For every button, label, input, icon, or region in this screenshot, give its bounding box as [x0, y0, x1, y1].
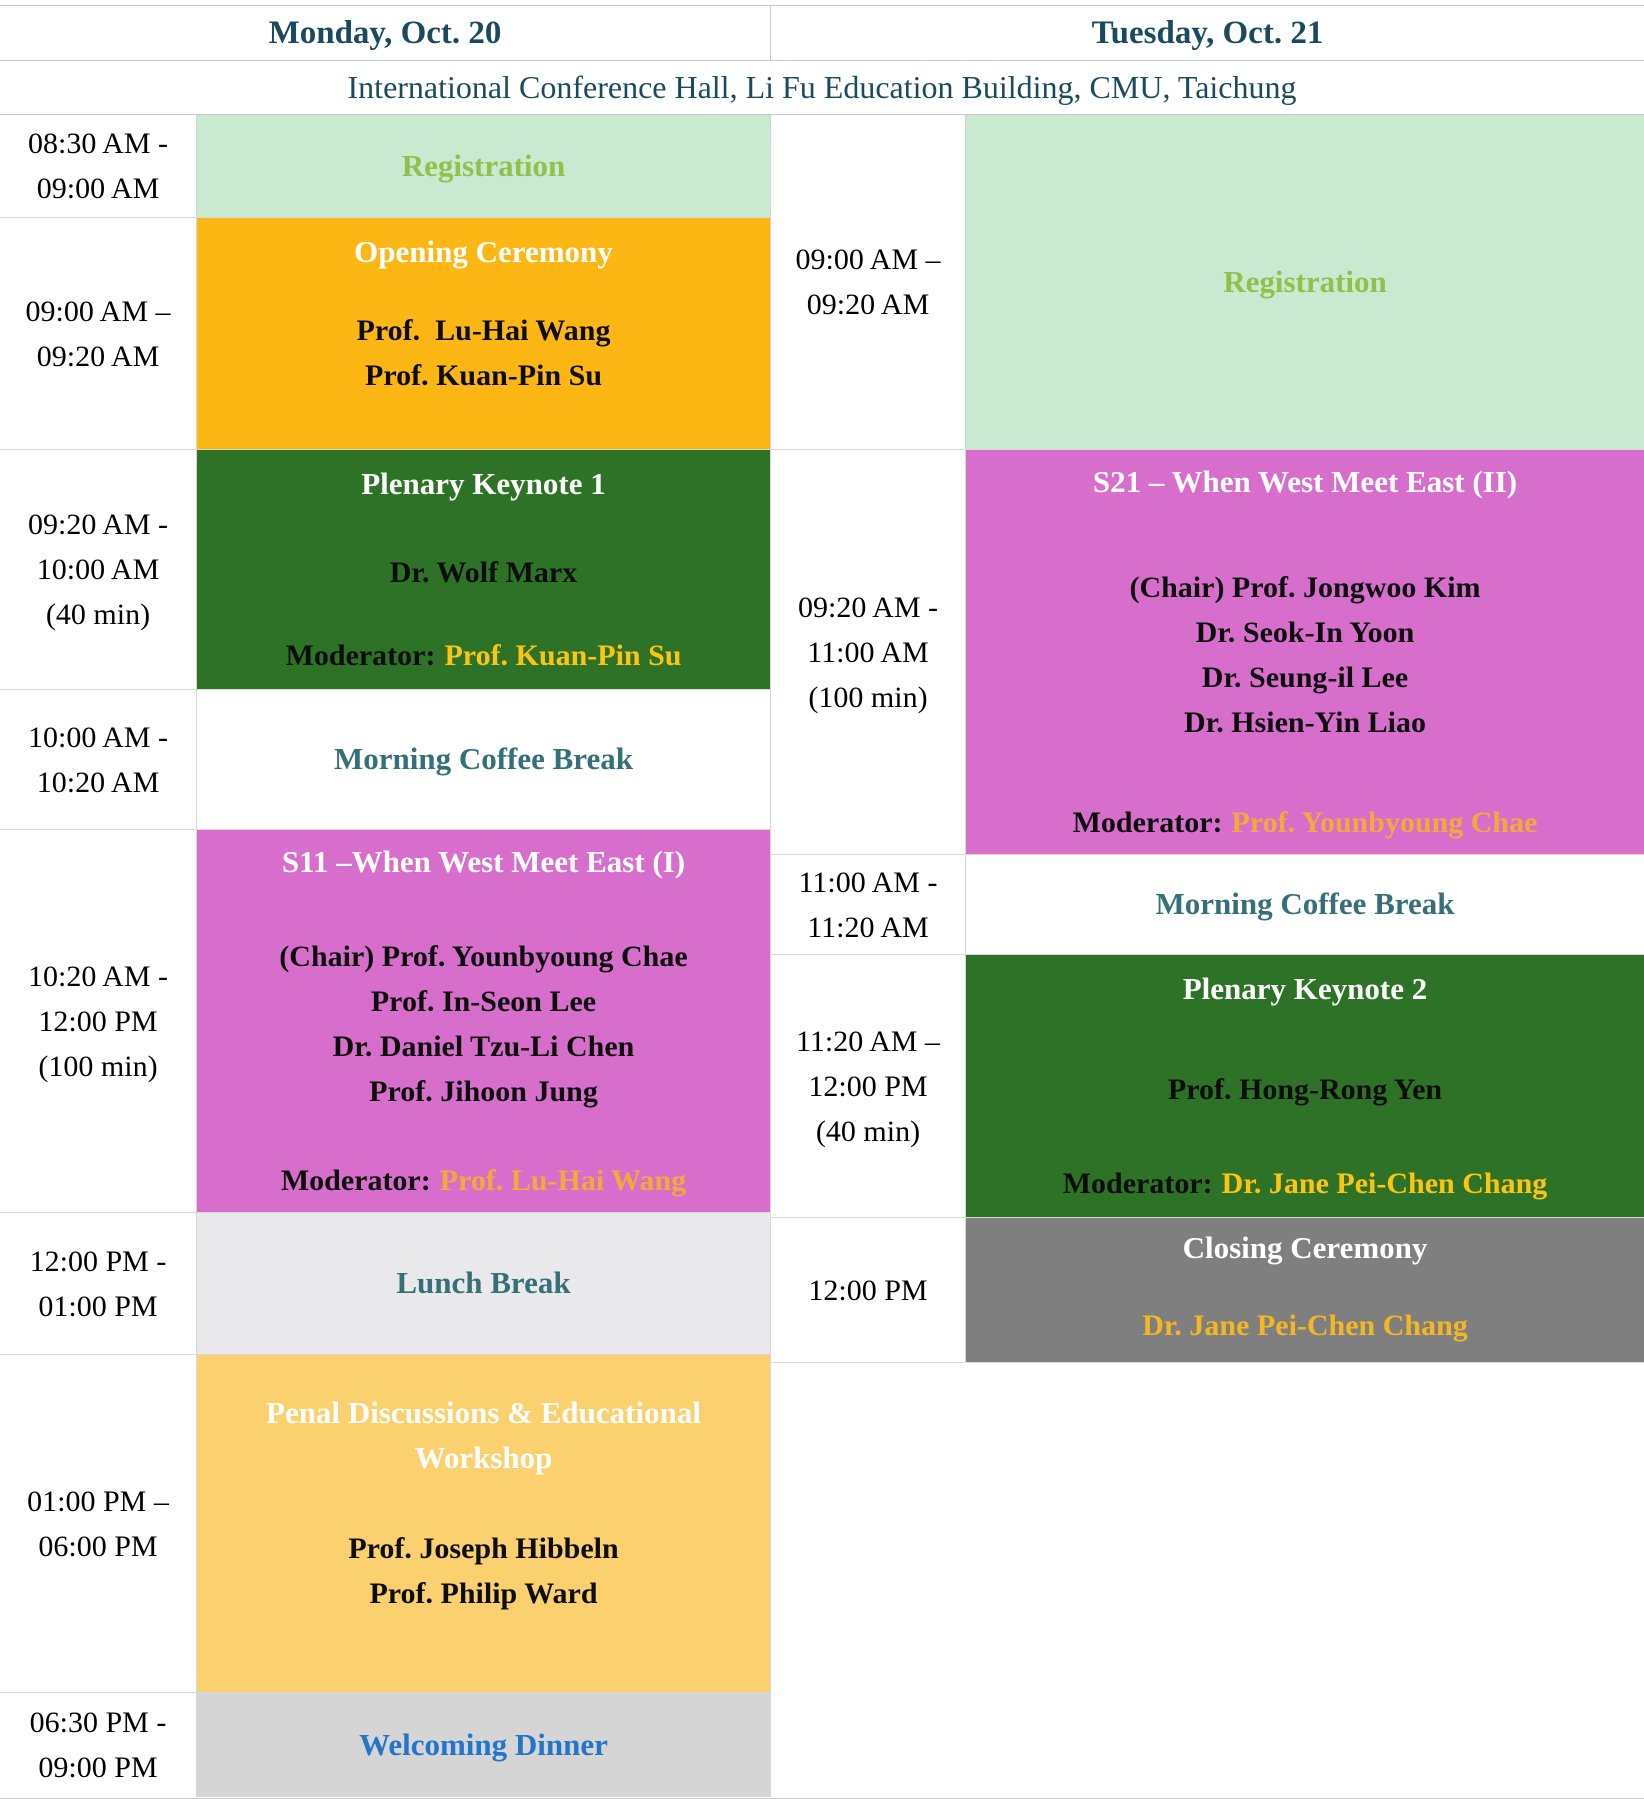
- speaker-name: Prof. Hong-Rong Yen: [1167, 1072, 1443, 1106]
- monday-row-coffee-break: [0, 690, 770, 830]
- speaker-name: (Chair) Prof. Jongwoo Kim: [1129, 571, 1481, 605]
- event-title: Registration: [401, 147, 566, 183]
- event-title: Morning Coffee Break: [333, 741, 634, 777]
- event-title: Welcoming Dinner: [359, 1726, 608, 1762]
- speaker-names: [205, 934, 762, 1114]
- speaker-name: Prof. In-Seon Lee: [370, 985, 597, 1019]
- monday-time-lunch: [0, 1213, 197, 1354]
- event-title: Morning Coffee Break: [1155, 886, 1455, 922]
- time-line: 09:20 AM: [36, 339, 160, 373]
- monday-event-opening-ceremony: [197, 218, 770, 449]
- time-duration: (100 min): [808, 680, 928, 714]
- monday-row-opening-ceremony: [0, 218, 770, 450]
- speaker-names: [211, 1526, 756, 1616]
- speaker-name: Dr. Seok-In Yoon: [1195, 616, 1415, 650]
- event-title: Plenary Keynote 1: [361, 466, 606, 501]
- speaker-names: [974, 565, 1636, 745]
- monday-event-keynote-1: [197, 450, 770, 689]
- time-line: 09:20 AM -: [797, 590, 938, 624]
- speaker-name: Prof. Philip Ward: [369, 1577, 598, 1611]
- time-line: 09:00 AM: [36, 172, 160, 205]
- monday-row-keynote-1: [0, 450, 770, 690]
- time-line: 10:20 AM: [36, 765, 160, 799]
- tuesday-event-closing-ceremony: [966, 1218, 1644, 1362]
- time-line: 11:20 AM –: [796, 1024, 940, 1058]
- time-line: 09:00 AM –: [795, 243, 941, 276]
- monday-row-lunch-break: [0, 1213, 770, 1355]
- tuesday-time-registration: [771, 115, 966, 449]
- tuesday-event-registration: [966, 115, 1644, 449]
- monday-time-registration: [0, 115, 197, 217]
- tuesday-time-s21: [771, 450, 966, 854]
- tuesday-row-keynote-2: [771, 955, 1644, 1218]
- venue-subheader: International Conference Hall, Li Fu Education Building, CMU, Taichung: [0, 61, 1644, 115]
- monday-event-dinner: [197, 1693, 770, 1797]
- time-line: 12:00 PM: [808, 1273, 928, 1307]
- time-line: 01:00 PM: [38, 1289, 158, 1323]
- time-line: 10:00 AM: [36, 553, 160, 586]
- tuesday-row-session-s21: [771, 450, 1644, 855]
- monday-time-coffee: [0, 690, 197, 829]
- speaker-names: [974, 1067, 1636, 1112]
- moderator-name: Prof. Younbyoung Chae: [1231, 806, 1538, 839]
- speaker-names: [205, 308, 762, 398]
- tuesday-time-closing: [771, 1218, 966, 1362]
- moderator-name: Dr. Jane Pei-Chen Chang: [1221, 1167, 1548, 1200]
- moderator-label: Moderator:: [280, 1164, 431, 1197]
- monday-event-session-s11: [197, 830, 770, 1212]
- monday-header: Monday, Oct. 20: [0, 6, 771, 60]
- tuesday-row-empty: [771, 1363, 1644, 1797]
- time-line: 09:00 PM: [38, 1751, 158, 1784]
- event-title: Opening Ceremony: [354, 234, 613, 269]
- speaker-names: [974, 1303, 1636, 1348]
- monday-row-registration: [0, 115, 770, 218]
- monday-time-opening: [0, 218, 197, 449]
- speaker-name: (Chair) Prof. Younbyoung Chae: [279, 940, 688, 974]
- time-duration: (40 min): [815, 1114, 921, 1148]
- event-title: Lunch Break: [396, 1265, 571, 1301]
- speaker-name: Prof. Lu-Hai Wang: [356, 313, 611, 347]
- event-title: Penal Discussions & Educational Workshop: [266, 1395, 701, 1475]
- time-line: 01:00 PM –: [27, 1484, 169, 1518]
- time-line: 11:00 AM -: [798, 865, 938, 899]
- tuesday-column: [771, 115, 1644, 1797]
- time-line: 10:00 AM -: [27, 720, 168, 754]
- time-line: 09:20 AM: [806, 288, 930, 321]
- speaker-name: Prof. Joseph Hibbeln: [348, 1532, 619, 1566]
- monday-time-keynote-1: [0, 450, 197, 689]
- monday-time-s11: [0, 830, 197, 1212]
- tuesday-time-coffee: [771, 855, 966, 954]
- time-line: 06:30 PM -: [29, 1706, 167, 1739]
- time-line: 09:20 AM -: [27, 508, 168, 541]
- moderator-line: [205, 639, 762, 673]
- monday-column: [0, 115, 771, 1797]
- speaker-name: Dr. Daniel Tzu-Li Chen: [332, 1030, 635, 1064]
- moderator-line: [974, 1167, 1636, 1201]
- day-header-row: [0, 6, 1644, 61]
- speaker-name: Prof. Jihoon Jung: [369, 1075, 598, 1109]
- time-line: 11:20 AM: [807, 910, 929, 944]
- monday-event-registration: [197, 115, 770, 217]
- tuesday-row-coffee-break: [771, 855, 1644, 955]
- speaker-names: [205, 550, 762, 595]
- moderator-label: Moderator:: [285, 639, 436, 672]
- speaker-name: Prof. Kuan-Pin Su: [365, 358, 602, 392]
- monday-event-coffee-break: [197, 690, 770, 829]
- event-title: Registration: [1223, 263, 1387, 299]
- time-line: 09:00 AM –: [25, 294, 171, 328]
- tuesday-header: Tuesday, Oct. 21: [1091, 14, 1324, 51]
- time-line: 11:00 AM: [807, 635, 929, 669]
- moderator-label: Moderator:: [1062, 1167, 1213, 1200]
- monday-event-workshop: [197, 1355, 770, 1692]
- time-duration: (100 min): [38, 1049, 158, 1083]
- schedule-table: [0, 5, 1644, 1799]
- moderator-name: Prof. Lu-Hai Wang: [439, 1164, 687, 1197]
- event-title: Plenary Keynote 2: [1182, 971, 1428, 1006]
- tuesday-event-keynote-2: [966, 955, 1644, 1217]
- monday-time-workshop: [0, 1355, 197, 1692]
- tuesday-row-closing-ceremony: [771, 1218, 1644, 1363]
- tuesday-time-keynote-2: [771, 955, 966, 1217]
- moderator-name: Prof. Kuan-Pin Su: [444, 639, 682, 672]
- speaker-name: Dr. Wolf Marx: [389, 556, 578, 590]
- tuesday-event-coffee-break: [966, 855, 1644, 954]
- time-line: 06:00 PM: [38, 1529, 158, 1563]
- moderator-label: Moderator:: [1072, 806, 1223, 839]
- moderator-line: [974, 806, 1636, 840]
- schedule-body: [0, 115, 1644, 1797]
- monday-row-dinner: [0, 1693, 770, 1797]
- speaker-name: Dr. Seung-il Lee: [1201, 661, 1409, 695]
- monday-event-lunch-break: [197, 1213, 770, 1354]
- time-line: 12:00 PM: [38, 1004, 158, 1038]
- monday-row-workshop: [0, 1355, 770, 1693]
- speaker-name: Dr. Hsien-Yin Liao: [1184, 706, 1426, 740]
- time-line: 12:00 PM: [808, 1069, 928, 1103]
- time-line: 10:20 AM -: [27, 959, 168, 993]
- tuesday-event-session-s21: [966, 450, 1644, 854]
- monday-time-dinner: [0, 1693, 197, 1797]
- event-title: Closing Ceremony: [1182, 1230, 1428, 1265]
- event-title: S21 – When West Meet East (II): [1092, 464, 1518, 499]
- moderator-line: [205, 1164, 762, 1198]
- monday-row-session-s11: [0, 830, 770, 1213]
- time-line: 12:00 PM -: [29, 1244, 167, 1278]
- event-title: S11 –When West Meet East (I): [281, 844, 686, 879]
- time-duration: (40 min): [45, 598, 151, 631]
- speaker-name: Dr. Jane Pei-Chen Chang: [1142, 1309, 1468, 1342]
- time-line: 08:30 AM -: [27, 127, 168, 160]
- tuesday-row-registration: [771, 115, 1644, 450]
